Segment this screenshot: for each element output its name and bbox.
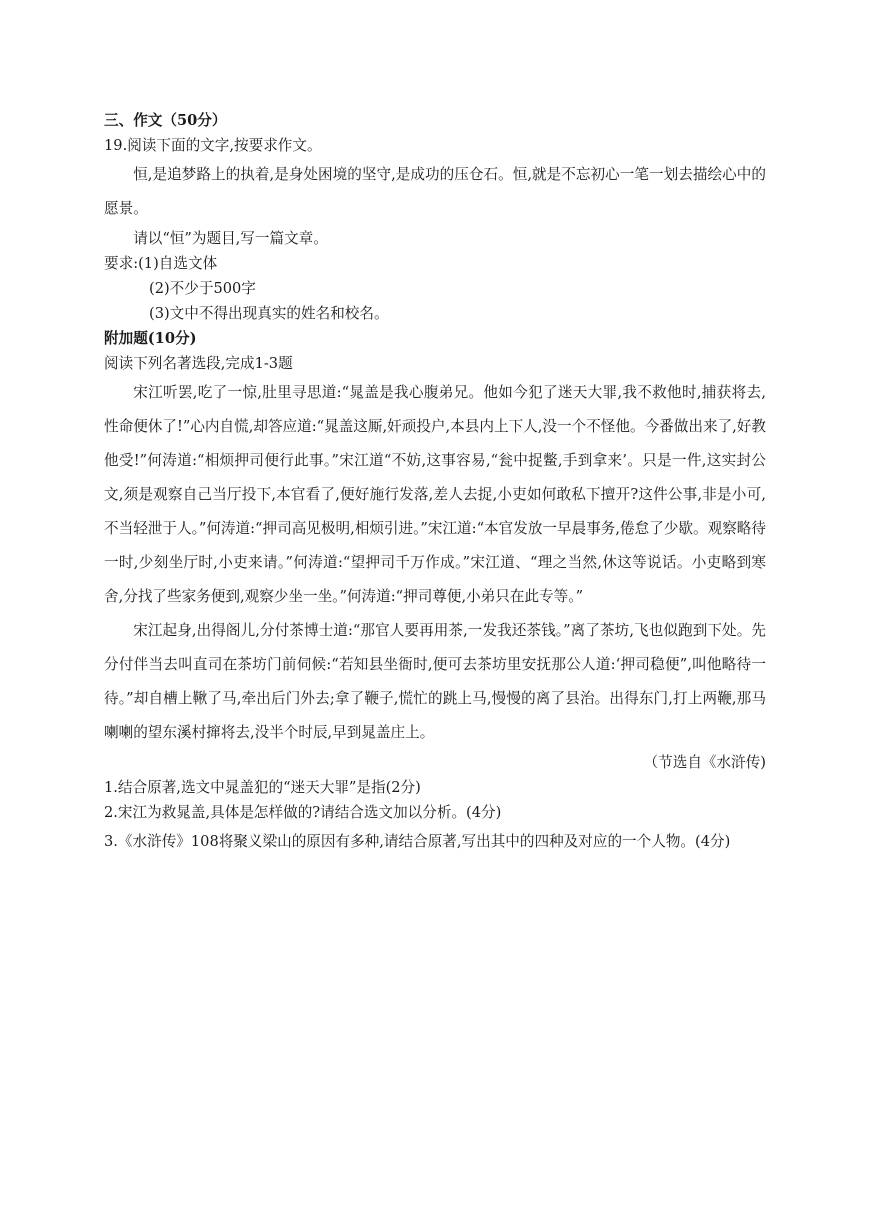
excerpt-source: （节选自《水浒传) <box>643 754 766 771</box>
excerpt-paragraph-2: 宋江起身,出得阁儿,分付茶博士道:“那官人要再用茶,一发我还茶钱。”离了茶坊,飞也似跑到下处。先分付伴当去叫直司在茶坊门前伺候:“若知县坐衙时,便可去茶坊里安抚那公人道:‘押司稳便”,叫他略待一待。”却自槽上鞦了马,牵出后门外去;拿了鞭子,慌忙的跳上马,慢慢的离了县治。出得东门,打上两鞭,那马喇喇的望东溪村撺将去,没半个时辰,早到晁盖庄上。 <box>104 622 766 741</box>
excerpt-paragraph-1: 宋江听罢,吃了一惊,肚里寻思道:“晁盖是我心腹弟兄。他如今犯了迷天大罪,我不救他时,捕获将去,性命便休了!”心内自慌,却答应道:“晁盖这厮,奸顽投户,本县内上下人,没一个不怪他。今番做出来了,好教他受!”何涛道:“相烦押司便行此事。”宋江道“不妨,这事容易,“瓮中捉鳖,手到拿来’。只是一件,这实封公文,须是观察自己当厅投下,本官看了,便好施行发落,差人去捉,小吏如何敢私下擅开?这件公事,非是小可,不当轻泄于人。”何涛道:“押司高见极明,相烦引进。”宋江道:“本官发放一早晨事务,倦怠了少歇。观察略待一时,少刻坐厅时,小吏来请。”何涛道:“望押司千万作成。”宋江道、“理之当然,休这等说话。小吏略到寒舍,分找了些家务便到,观察少坐一坐。”何涛道:“押司尊便,小弟只在此专等。” <box>104 384 766 605</box>
section-title-bonus: 附加题(10分) <box>104 330 197 347</box>
requirement-1 <box>104 251 766 276</box>
requirements-label: 要求: <box>104 255 139 272</box>
bonus-question-3: 3.《水浒传》108将聚义梁山的原因有多种,请结合原著,写出其中的四种及对应的一个人物。(4分) <box>104 833 731 850</box>
question-19: 19.阅读下面的文字,按要求作文。 <box>104 137 322 154</box>
requirement-3: (3)文中不得出现真实的姓名和校名。 <box>149 305 389 322</box>
essay-prompt-paragraph: 恒,是追梦路上的执着,是身处困境的坚守,是成功的压仓石。恒,就是不忘初心一笔一划去描绘心中的愿景。 <box>104 166 766 217</box>
requirement-2: (2)不少于500字 <box>149 280 256 297</box>
bonus-intro: 阅读下列名著选段,完成1-3题 <box>104 355 293 372</box>
section-title-essay: 三、作文（50分） <box>104 112 227 129</box>
requirement-1-text: (1)自选文体 <box>138 255 218 272</box>
document-page <box>104 108 766 859</box>
essay-title-instruction: 请以“恒”为题目,写一篇文章。 <box>133 230 328 247</box>
bonus-question-2: 2.宋江为救晁盖,具体是怎样做的?请结合选文加以分析。(4分) <box>104 804 502 821</box>
bonus-question-1: 1.结合原著,选文中晁盖犯的“迷天大罪”是指(2分) <box>104 779 421 796</box>
